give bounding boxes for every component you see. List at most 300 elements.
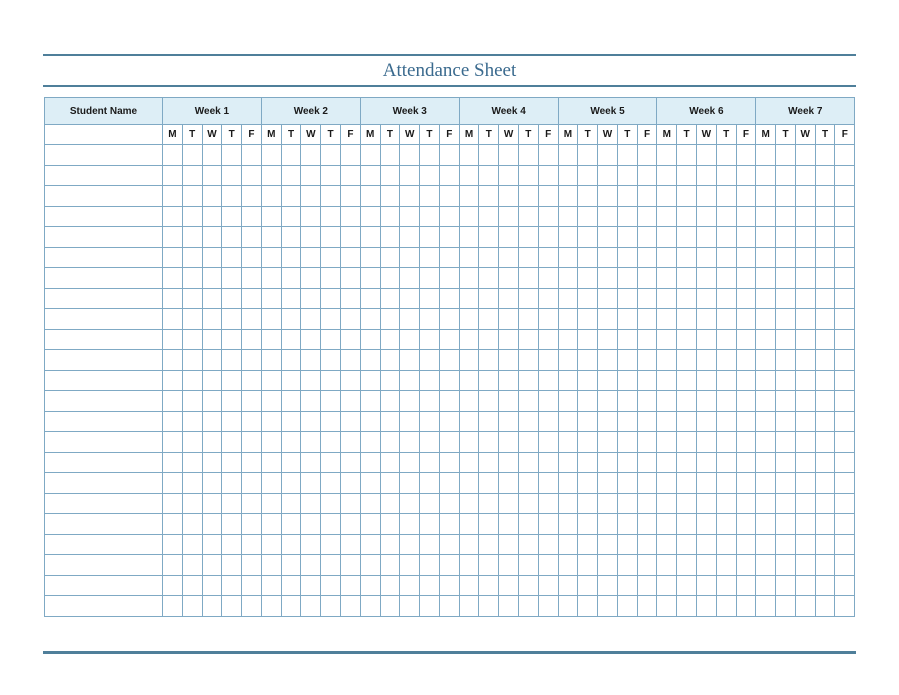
attendance-cell[interactable] [815,370,835,391]
attendance-cell[interactable] [835,452,855,473]
attendance-cell[interactable] [222,534,242,555]
attendance-cell[interactable] [657,555,677,576]
attendance-cell[interactable] [281,206,301,227]
attendance-cell[interactable] [261,370,281,391]
attendance-cell[interactable] [598,329,618,350]
attendance-cell[interactable] [815,534,835,555]
attendance-cell[interactable] [696,411,716,432]
attendance-cell[interactable] [696,432,716,453]
attendance-cell[interactable] [163,186,183,207]
attendance-cell[interactable] [202,227,222,248]
attendance-cell[interactable] [281,145,301,166]
attendance-cell[interactable] [242,514,262,535]
attendance-cell[interactable] [163,534,183,555]
attendance-cell[interactable] [340,432,360,453]
attendance-cell[interactable] [736,391,756,412]
attendance-cell[interactable] [835,514,855,535]
attendance-cell[interactable] [321,493,341,514]
attendance-cell[interactable] [637,247,657,268]
attendance-cell[interactable] [716,493,736,514]
attendance-cell[interactable] [677,370,697,391]
student-name-cell[interactable] [45,391,163,412]
attendance-cell[interactable] [499,309,519,330]
attendance-cell[interactable] [400,268,420,289]
attendance-cell[interactable] [795,391,815,412]
attendance-cell[interactable] [795,411,815,432]
attendance-cell[interactable] [202,309,222,330]
attendance-cell[interactable] [400,145,420,166]
attendance-cell[interactable] [222,555,242,576]
attendance-cell[interactable] [756,452,776,473]
attendance-cell[interactable] [776,452,796,473]
attendance-cell[interactable] [400,227,420,248]
attendance-cell[interactable] [261,575,281,596]
attendance-cell[interactable] [835,247,855,268]
attendance-cell[interactable] [420,309,440,330]
attendance-cell[interactable] [459,596,479,617]
attendance-cell[interactable] [578,575,598,596]
attendance-cell[interactable] [598,452,618,473]
attendance-cell[interactable] [222,493,242,514]
attendance-cell[interactable] [261,145,281,166]
attendance-cell[interactable] [756,288,776,309]
attendance-cell[interactable] [677,452,697,473]
attendance-cell[interactable] [637,186,657,207]
attendance-cell[interactable] [756,432,776,453]
attendance-cell[interactable] [360,309,380,330]
attendance-cell[interactable] [815,391,835,412]
attendance-cell[interactable] [637,555,657,576]
attendance-cell[interactable] [222,165,242,186]
attendance-cell[interactable] [439,452,459,473]
attendance-cell[interactable] [677,329,697,350]
attendance-cell[interactable] [420,575,440,596]
attendance-cell[interactable] [736,350,756,371]
attendance-cell[interactable] [242,165,262,186]
attendance-cell[interactable] [281,432,301,453]
attendance-cell[interactable] [617,247,637,268]
attendance-cell[interactable] [163,268,183,289]
attendance-cell[interactable] [696,165,716,186]
attendance-cell[interactable] [400,206,420,227]
attendance-cell[interactable] [815,411,835,432]
attendance-cell[interactable] [716,370,736,391]
attendance-cell[interactable] [281,514,301,535]
attendance-cell[interactable] [459,370,479,391]
attendance-cell[interactable] [479,350,499,371]
attendance-cell[interactable] [261,186,281,207]
attendance-cell[interactable] [420,165,440,186]
attendance-cell[interactable] [578,309,598,330]
attendance-cell[interactable] [163,329,183,350]
attendance-cell[interactable] [301,206,321,227]
attendance-cell[interactable] [776,370,796,391]
attendance-cell[interactable] [637,411,657,432]
attendance-cell[interactable] [815,350,835,371]
attendance-cell[interactable] [301,247,321,268]
attendance-cell[interactable] [756,514,776,535]
attendance-cell[interactable] [716,309,736,330]
attendance-cell[interactable] [677,145,697,166]
attendance-cell[interactable] [222,268,242,289]
attendance-cell[interactable] [538,165,558,186]
attendance-cell[interactable] [420,555,440,576]
attendance-cell[interactable] [598,165,618,186]
attendance-cell[interactable] [795,206,815,227]
attendance-cell[interactable] [657,227,677,248]
attendance-cell[interactable] [360,370,380,391]
attendance-cell[interactable] [321,227,341,248]
attendance-cell[interactable] [795,309,815,330]
attendance-cell[interactable] [598,575,618,596]
attendance-cell[interactable] [637,473,657,494]
attendance-cell[interactable] [321,145,341,166]
attendance-cell[interactable] [617,555,637,576]
attendance-cell[interactable] [558,268,578,289]
attendance-cell[interactable] [578,534,598,555]
attendance-cell[interactable] [696,452,716,473]
attendance-cell[interactable] [261,206,281,227]
attendance-cell[interactable] [538,329,558,350]
attendance-cell[interactable] [400,555,420,576]
attendance-cell[interactable] [736,268,756,289]
attendance-cell[interactable] [776,575,796,596]
attendance-cell[interactable] [716,288,736,309]
attendance-cell[interactable] [400,596,420,617]
attendance-cell[interactable] [835,329,855,350]
attendance-cell[interactable] [380,145,400,166]
attendance-cell[interactable] [617,145,637,166]
attendance-cell[interactable] [795,186,815,207]
attendance-cell[interactable] [815,206,835,227]
attendance-cell[interactable] [815,145,835,166]
attendance-cell[interactable] [222,288,242,309]
attendance-cell[interactable] [776,165,796,186]
attendance-cell[interactable] [479,391,499,412]
attendance-cell[interactable] [696,309,716,330]
attendance-cell[interactable] [281,555,301,576]
student-name-cell[interactable] [45,370,163,391]
attendance-cell[interactable] [677,186,697,207]
attendance-cell[interactable] [756,596,776,617]
attendance-cell[interactable] [598,596,618,617]
attendance-cell[interactable] [756,206,776,227]
attendance-cell[interactable] [795,350,815,371]
student-name-cell[interactable] [45,145,163,166]
attendance-cell[interactable] [479,186,499,207]
attendance-cell[interactable] [163,309,183,330]
student-name-cell[interactable] [45,473,163,494]
attendance-cell[interactable] [202,186,222,207]
attendance-cell[interactable] [776,555,796,576]
attendance-cell[interactable] [696,473,716,494]
attendance-cell[interactable] [380,206,400,227]
attendance-cell[interactable] [558,145,578,166]
student-name-cell[interactable] [45,575,163,596]
attendance-cell[interactable] [163,596,183,617]
attendance-cell[interactable] [301,575,321,596]
attendance-cell[interactable] [261,432,281,453]
attendance-cell[interactable] [499,411,519,432]
attendance-cell[interactable] [301,514,321,535]
attendance-cell[interactable] [538,145,558,166]
attendance-cell[interactable] [499,350,519,371]
attendance-cell[interactable] [439,493,459,514]
attendance-cell[interactable] [657,534,677,555]
attendance-cell[interactable] [518,186,538,207]
attendance-cell[interactable] [815,227,835,248]
attendance-cell[interactable] [222,411,242,432]
student-name-cell[interactable] [45,247,163,268]
attendance-cell[interactable] [380,247,400,268]
attendance-cell[interactable] [756,534,776,555]
attendance-cell[interactable] [558,227,578,248]
attendance-cell[interactable] [459,432,479,453]
attendance-cell[interactable] [380,411,400,432]
attendance-cell[interactable] [182,247,202,268]
attendance-cell[interactable] [657,350,677,371]
attendance-cell[interactable] [499,206,519,227]
attendance-cell[interactable] [439,432,459,453]
attendance-cell[interactable] [657,391,677,412]
attendance-cell[interactable] [202,596,222,617]
attendance-cell[interactable] [380,288,400,309]
attendance-cell[interactable] [716,473,736,494]
attendance-cell[interactable] [202,411,222,432]
attendance-cell[interactable] [518,493,538,514]
attendance-cell[interactable] [696,288,716,309]
attendance-cell[interactable] [776,268,796,289]
attendance-cell[interactable] [756,165,776,186]
attendance-cell[interactable] [340,350,360,371]
attendance-cell[interactable] [459,165,479,186]
attendance-cell[interactable] [637,452,657,473]
attendance-cell[interactable] [716,329,736,350]
attendance-cell[interactable] [321,473,341,494]
attendance-cell[interactable] [637,145,657,166]
attendance-cell[interactable] [716,432,736,453]
attendance-cell[interactable] [400,534,420,555]
attendance-cell[interactable] [340,534,360,555]
attendance-cell[interactable] [696,227,716,248]
attendance-cell[interactable] [163,206,183,227]
attendance-cell[interactable] [657,268,677,289]
attendance-cell[interactable] [677,309,697,330]
attendance-cell[interactable] [578,247,598,268]
attendance-cell[interactable] [558,514,578,535]
student-name-cell[interactable] [45,268,163,289]
attendance-cell[interactable] [499,268,519,289]
attendance-cell[interactable] [617,596,637,617]
attendance-cell[interactable] [518,329,538,350]
attendance-cell[interactable] [321,514,341,535]
attendance-cell[interactable] [222,350,242,371]
attendance-cell[interactable] [242,391,262,412]
attendance-cell[interactable] [380,493,400,514]
attendance-cell[interactable] [261,452,281,473]
attendance-cell[interactable] [360,411,380,432]
attendance-cell[interactable] [637,206,657,227]
attendance-cell[interactable] [558,391,578,412]
attendance-cell[interactable] [360,391,380,412]
attendance-cell[interactable] [380,227,400,248]
attendance-cell[interactable] [558,493,578,514]
attendance-cell[interactable] [301,432,321,453]
attendance-cell[interactable] [380,432,400,453]
attendance-cell[interactable] [439,575,459,596]
student-name-cell[interactable] [45,596,163,617]
attendance-cell[interactable] [518,391,538,412]
attendance-cell[interactable] [479,145,499,166]
attendance-cell[interactable] [163,514,183,535]
attendance-cell[interactable] [380,165,400,186]
attendance-cell[interactable] [617,514,637,535]
attendance-cell[interactable] [637,268,657,289]
attendance-cell[interactable] [321,452,341,473]
attendance-cell[interactable] [598,206,618,227]
attendance-cell[interactable] [459,452,479,473]
attendance-cell[interactable] [716,411,736,432]
attendance-cell[interactable] [499,247,519,268]
attendance-cell[interactable] [242,411,262,432]
attendance-cell[interactable] [340,165,360,186]
attendance-cell[interactable] [182,473,202,494]
attendance-cell[interactable] [261,350,281,371]
attendance-cell[interactable] [400,165,420,186]
attendance-cell[interactable] [420,227,440,248]
attendance-cell[interactable] [242,206,262,227]
attendance-cell[interactable] [756,186,776,207]
attendance-cell[interactable] [578,206,598,227]
attendance-cell[interactable] [499,514,519,535]
attendance-cell[interactable] [657,411,677,432]
attendance-cell[interactable] [617,534,637,555]
attendance-cell[interactable] [815,473,835,494]
attendance-cell[interactable] [776,391,796,412]
attendance-cell[interactable] [716,575,736,596]
attendance-cell[interactable] [301,473,321,494]
attendance-cell[interactable] [281,493,301,514]
attendance-cell[interactable] [696,268,716,289]
attendance-cell[interactable] [420,473,440,494]
attendance-cell[interactable] [677,473,697,494]
attendance-cell[interactable] [538,186,558,207]
attendance-cell[interactable] [518,534,538,555]
attendance-cell[interactable] [321,534,341,555]
attendance-cell[interactable] [301,145,321,166]
attendance-cell[interactable] [301,329,321,350]
attendance-cell[interactable] [439,309,459,330]
attendance-cell[interactable] [637,165,657,186]
attendance-cell[interactable] [281,575,301,596]
attendance-cell[interactable] [538,432,558,453]
attendance-cell[interactable] [558,370,578,391]
attendance-cell[interactable] [598,391,618,412]
attendance-cell[interactable] [657,596,677,617]
attendance-cell[interactable] [360,145,380,166]
attendance-cell[interactable] [499,227,519,248]
attendance-cell[interactable] [400,493,420,514]
attendance-cell[interactable] [795,165,815,186]
attendance-cell[interactable] [281,411,301,432]
attendance-cell[interactable] [321,206,341,227]
attendance-cell[interactable] [242,288,262,309]
attendance-cell[interactable] [696,370,716,391]
attendance-cell[interactable] [677,432,697,453]
attendance-cell[interactable] [657,247,677,268]
attendance-cell[interactable] [696,247,716,268]
attendance-cell[interactable] [479,473,499,494]
attendance-cell[interactable] [835,432,855,453]
attendance-cell[interactable] [598,227,618,248]
attendance-cell[interactable] [182,145,202,166]
attendance-cell[interactable] [558,473,578,494]
attendance-cell[interactable] [558,165,578,186]
attendance-cell[interactable] [716,514,736,535]
attendance-cell[interactable] [696,514,716,535]
attendance-cell[interactable] [420,268,440,289]
attendance-cell[interactable] [261,514,281,535]
attendance-cell[interactable] [795,452,815,473]
attendance-cell[interactable] [360,473,380,494]
attendance-cell[interactable] [360,165,380,186]
attendance-cell[interactable] [321,288,341,309]
attendance-cell[interactable] [400,350,420,371]
attendance-cell[interactable] [242,309,262,330]
attendance-cell[interactable] [459,493,479,514]
attendance-cell[interactable] [538,493,558,514]
attendance-cell[interactable] [716,555,736,576]
attendance-cell[interactable] [617,309,637,330]
attendance-cell[interactable] [321,165,341,186]
attendance-cell[interactable] [677,350,697,371]
attendance-cell[interactable] [756,145,776,166]
attendance-cell[interactable] [479,575,499,596]
attendance-cell[interactable] [380,350,400,371]
attendance-cell[interactable] [499,329,519,350]
attendance-cell[interactable] [617,268,637,289]
attendance-cell[interactable] [736,165,756,186]
attendance-cell[interactable] [637,288,657,309]
attendance-cell[interactable] [578,145,598,166]
attendance-cell[interactable] [815,596,835,617]
attendance-cell[interactable] [795,268,815,289]
attendance-cell[interactable] [637,370,657,391]
attendance-cell[interactable] [657,329,677,350]
attendance-cell[interactable] [439,268,459,289]
attendance-cell[interactable] [182,452,202,473]
attendance-cell[interactable] [400,432,420,453]
attendance-cell[interactable] [637,329,657,350]
attendance-cell[interactable] [301,411,321,432]
attendance-cell[interactable] [795,329,815,350]
attendance-cell[interactable] [776,350,796,371]
attendance-cell[interactable] [518,575,538,596]
attendance-cell[interactable] [202,145,222,166]
attendance-cell[interactable] [558,350,578,371]
attendance-cell[interactable] [518,473,538,494]
attendance-cell[interactable] [242,350,262,371]
attendance-cell[interactable] [163,575,183,596]
attendance-cell[interactable] [222,145,242,166]
attendance-cell[interactable] [499,493,519,514]
attendance-cell[interactable] [835,268,855,289]
attendance-cell[interactable] [696,493,716,514]
attendance-cell[interactable] [420,534,440,555]
attendance-cell[interactable] [321,268,341,289]
attendance-cell[interactable] [756,493,776,514]
attendance-cell[interactable] [340,370,360,391]
